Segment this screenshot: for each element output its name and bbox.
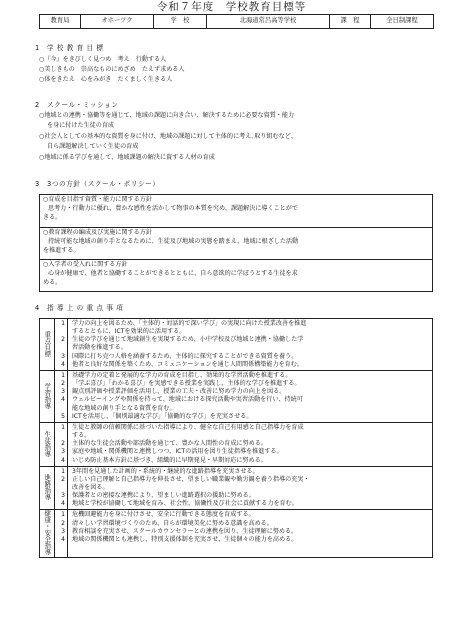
policy-heading: ○入学者の受入れに関する方針 xyxy=(43,261,128,268)
section2-heading: 2 スクール・ミッション xyxy=(35,101,119,109)
header-value-course: 全日制課程 xyxy=(371,15,434,29)
policy-row xyxy=(40,227,432,260)
school-goal-line: ○体をきたえ 心をみがき たくましく生きる人 xyxy=(39,76,173,83)
group-row xyxy=(40,422,433,466)
policy-text: 心身が健康で、他者と協働することができるとともに、自ら意欲的に学ぼうとする生徒を求 xyxy=(48,270,298,277)
item-line: ICTを活用し、「個別最適な学び」「協働的な学び」を充実させる。 xyxy=(72,412,253,420)
item-line: 主体的な生徒会活動や部活動を通じて、豊かな人間性の育成に努める。 xyxy=(72,440,267,448)
header-label-school: 学 校 xyxy=(154,15,207,29)
item-texts xyxy=(68,466,433,510)
policy-heading: ○育成を目指す資質・能力に関する方針 xyxy=(43,196,152,203)
item-line: 清々しい学習環境づくりのため、自らが環境美化に努める意識を高める。 xyxy=(72,519,273,527)
item-line: 3年間を見通した計画的・系統的・継続的な進路指導を充実させる。 xyxy=(72,467,259,475)
group-category: 重点目標 xyxy=(40,319,55,371)
policy-row xyxy=(40,195,432,227)
policy-text: 持続可能な地域の創り手となるために、生徒及び地域の実態を踏まえ、地域に根ざした活動 xyxy=(48,238,299,245)
page-title: 令和７年度 学校教育目標等 xyxy=(156,1,307,13)
item-line: 保護者との密接な連携により、望ましい進路選択の援助に努める。 xyxy=(72,492,255,500)
policy-text: きる。 xyxy=(43,214,62,221)
item-line: 正しい自己理解と自己指導力を伸長させ、望ましい職業観や勤労観を養う指導の充実・ xyxy=(72,475,310,483)
item-line: 能な地域の創り手となる資質を育む。 xyxy=(72,404,176,412)
mission-line: 自ら課題解決していく生徒の育成 xyxy=(47,143,139,150)
school-info-header xyxy=(39,14,434,29)
mission-line: ○地域に係る学びを通して、地域課題の解決に資する人材の育成 xyxy=(39,154,215,161)
item-line: 危機回避能力を身に付けさせ、安全に行動できる態度を育成する。 xyxy=(72,511,255,519)
item-line: 学力の向上を図るため、「主体的・対話的で深い学び」の実現に向けた授業改善を推進 xyxy=(72,320,307,327)
item-line: 「学ぶ喜び」「わかる喜び」を実感できる授業を実践し、主体的な学びを推進する。 xyxy=(72,380,301,388)
item-numbers: 1 2 3 4 5 xyxy=(55,370,68,422)
item-texts xyxy=(68,319,433,371)
policy-text: める。 xyxy=(43,279,62,286)
school-goal-line: ○『今』をきびしく見つめ 考え 行動する人 xyxy=(39,56,167,63)
mission-line: ○社会人としての基本的な資質を身に付け、地域の課題に対して主体的に考え､取り組むなど、 xyxy=(39,133,297,140)
item-line: 改善を図る。 xyxy=(72,483,109,491)
item-line: ウェルビーイングや関係を持って、地域における探究活動や実習活動を行い、持続可 xyxy=(72,396,303,404)
header-label-course: 課 程 xyxy=(330,15,371,29)
section1-heading: 1 学 校 教 育 目 標 xyxy=(35,44,104,52)
item-line: 家庭や地域・関係機関と連携しつつ、ICTの活用を図り生徒指導を推進する。 xyxy=(72,448,283,456)
section4-heading: 4 指 導 上 の 重 点 事 項 xyxy=(35,304,124,312)
header-value-education-bureau: オホーツク xyxy=(81,15,154,29)
item-line: 地域と学校が協働して地域を育み、社会性、協働性及び社会に貢献する力を育む。 xyxy=(72,500,298,508)
item-numbers: 1 2 3 4 xyxy=(55,422,68,466)
item-texts xyxy=(68,422,433,466)
item-texts xyxy=(68,510,433,558)
header-label-education-bureau: 教育局 xyxy=(40,15,81,29)
item-numbers: 1 2 3 4 xyxy=(55,510,68,558)
guidance-priorities-table xyxy=(39,318,433,558)
policy-text: を推進する。 xyxy=(43,247,80,254)
item-numbers: 1 2 3 4 xyxy=(55,319,68,371)
item-line: 教育相談を充実させ、スクールカウンセラーとの連携を図り、生徒理解に努める。 xyxy=(72,527,298,535)
section3-heading: 3 3つの方針（スクール・ポリシー） xyxy=(35,180,160,188)
school-goal-line: ○美しきもの 崇高なものにめざめ たえず求める人 xyxy=(39,66,185,73)
item-line: 観点別評価や授業評価を活用し、授業の工夫・改善に努め学力の向上を図る。 xyxy=(72,388,286,396)
item-line: するとともに、ICTを効果的に活用する。 xyxy=(72,328,186,336)
item-numbers: 1 2 3 4 xyxy=(55,466,68,510)
group-category: 健康・安全指導 xyxy=(40,510,55,558)
policy-heading: ○教育課程の編成及び実施に関する方針 xyxy=(43,229,152,236)
item-line: 他者と良好な関係を築くため、コミュニケーションを通じ人間関係構築能力を育む。 xyxy=(72,360,303,368)
mission-line: を身に付けた生徒の育成 xyxy=(47,122,115,129)
group-category: 進路指導 xyxy=(40,466,55,510)
item-line: 基礎学力の定着と発展的な学力の育成を目指し、効果的な学習活動を推進する。 xyxy=(72,371,292,379)
group-row xyxy=(40,370,433,422)
header-value-school: 北海道常呂高等学校 xyxy=(207,15,330,29)
policy-row xyxy=(40,259,432,292)
item-line: 習活動を推進する。 xyxy=(72,344,127,352)
school-policy-box xyxy=(39,194,433,292)
group-category: 生徒指導 xyxy=(40,422,55,466)
item-line: 国際に打ち克つ人格を涵養するため、主体的に探究することができる資質を養う。 xyxy=(72,352,298,360)
group-category: 学習指導 xyxy=(40,370,55,422)
item-line: いじめ防止基本方針に基づき、組織的に早期発見・早期対応に努める。 xyxy=(72,456,267,464)
group-row xyxy=(40,510,433,558)
item-line: 生徒と教師の信頼関係に基づいた指導により、健全な自己有用感と自己指導力を育成 xyxy=(72,423,304,431)
item-line: する。 xyxy=(72,432,91,440)
item-line: 地域の関係機関とも連携し、特別支援体制を充実させ、生徒個々の能力を高める。 xyxy=(72,535,298,543)
item-texts xyxy=(68,370,433,422)
item-line: 生徒の学びを通じて地域創生を実現するため、小中学校及び地域と連携・協働した学 xyxy=(72,336,304,344)
group-row xyxy=(40,319,433,371)
policy-text: 思考力・行動力に優れ、豊かな感性を活かして物事の本質を究め、課題解決に導くことがで xyxy=(48,205,298,212)
group-row xyxy=(40,466,433,510)
mission-line: ○地域との連携・協働等を通じて、地域の課題に向き合い、解決するために必要な資質・能力 xyxy=(39,112,295,119)
